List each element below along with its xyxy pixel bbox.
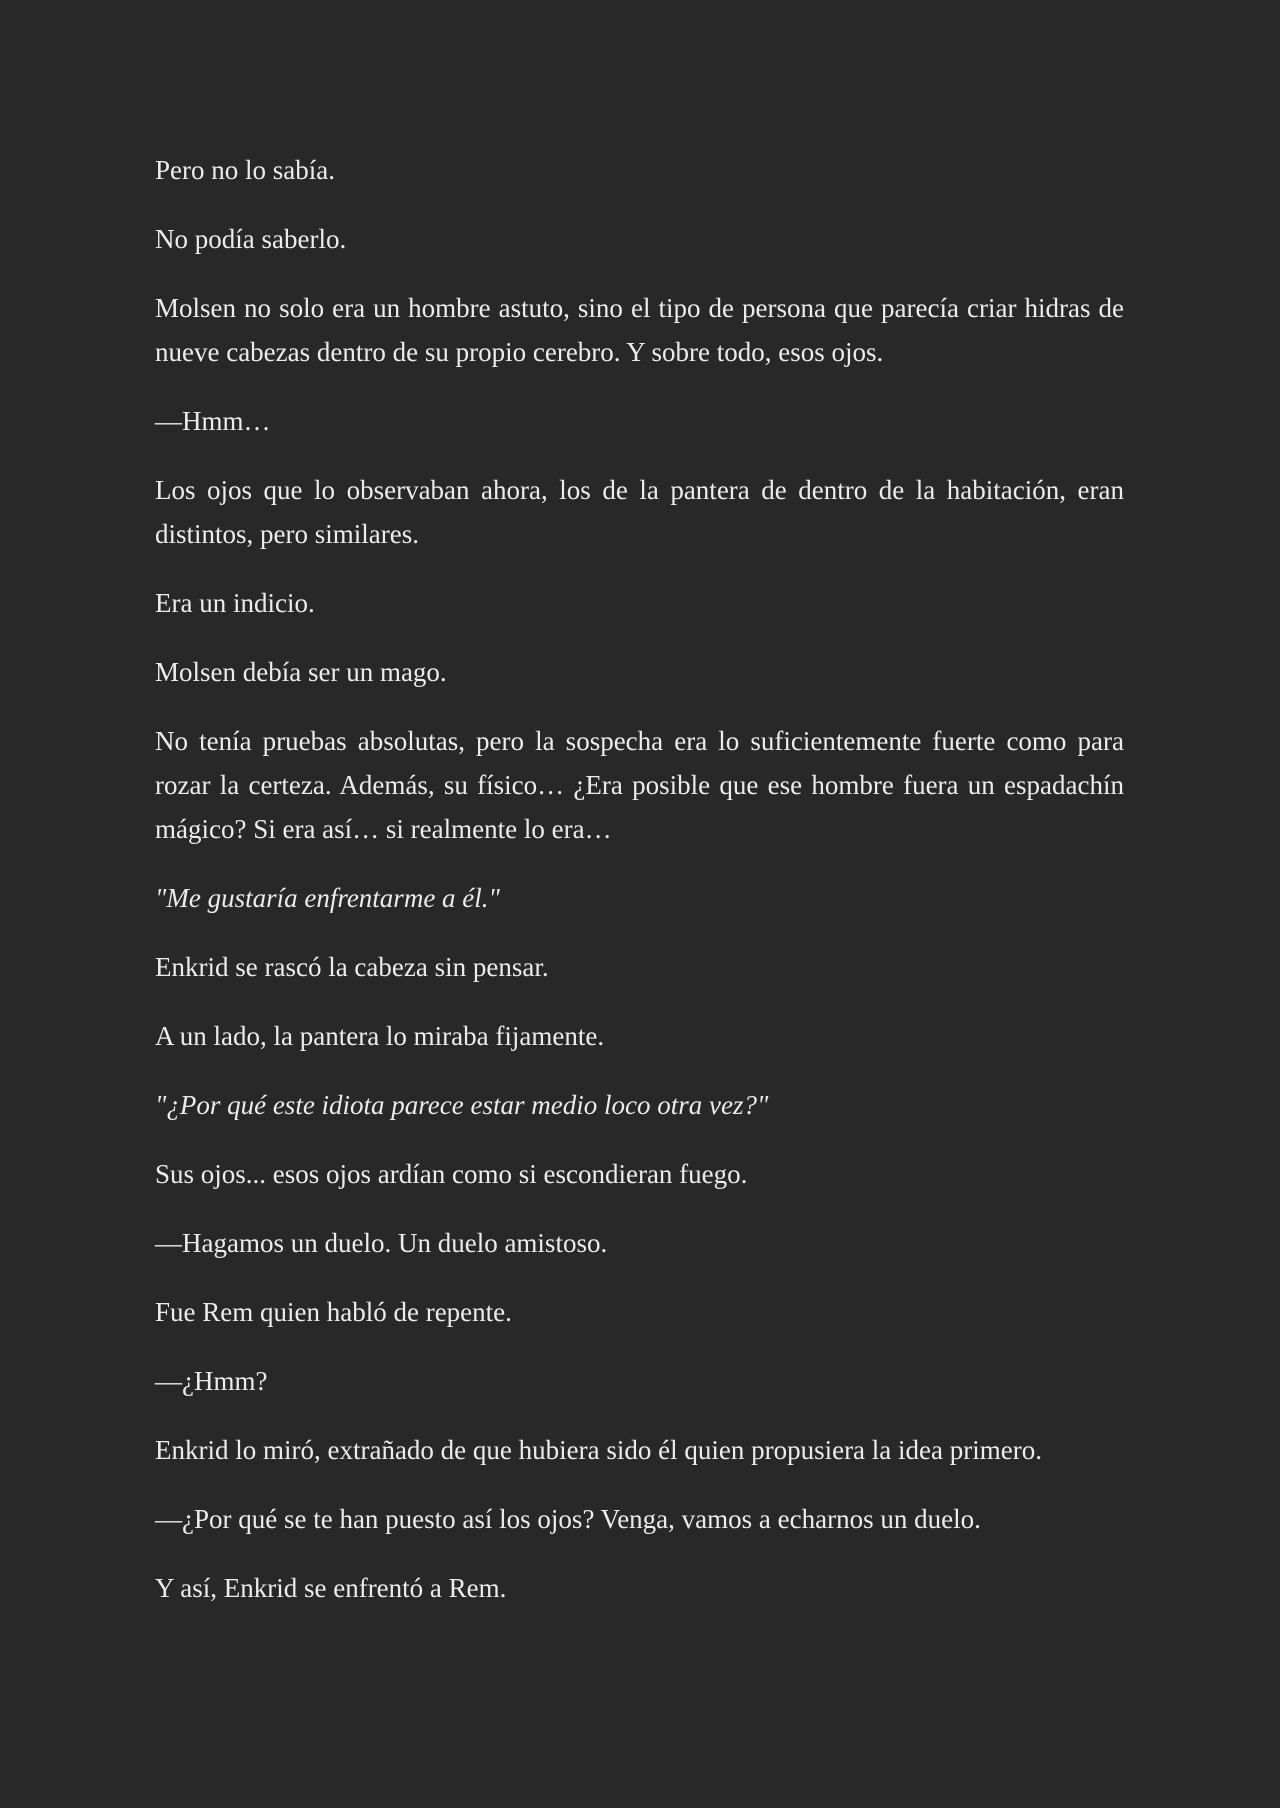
paragraph-4: —Hmm… <box>155 406 271 436</box>
paragraph-16: —¿Hmm? <box>155 1366 268 1396</box>
paragraph-10: Enkrid se rascó la cabeza sin pensar. <box>155 952 549 982</box>
paragraph-9-thought: "Me gustaría enfrentarme a él." <box>155 883 500 913</box>
paragraph-19: Y así, Enkrid se enfrentó a Rem. <box>155 1573 507 1603</box>
paragraph-13: Sus ojos... esos ojos ardían como si escondieran fuego. <box>155 1159 748 1189</box>
paragraph-5: Los ojos que lo observaban ahora, los de la pantera de dentro de la habitación, eran distintos, pero similares. <box>155 475 1124 549</box>
chapter-text <box>155 148 1124 1635</box>
paragraph-11: A un lado, la pantera lo miraba fijamente. <box>155 1021 605 1051</box>
paragraph-18: —¿Por qué se te han puesto así los ojos? Venga, vamos a echarnos un duelo. <box>155 1504 981 1534</box>
paragraph-6: Era un indicio. <box>155 588 315 618</box>
paragraph-17: Enkrid lo miró, extrañado de que hubiera sido él quien propusiera la idea primero. <box>155 1435 1042 1465</box>
paragraph-12-thought: "¿Por qué este idiota parece estar medio loco otra vez?" <box>155 1090 769 1120</box>
paragraph-8: No tenía pruebas absolutas, pero la sospecha era lo suficientemente fuerte como para rozar la certeza. Además, su físico… ¿Era posible que ese hombre fuera un espadachín mágico? Si era así… si realmente lo era… <box>155 726 1124 844</box>
paragraph-14: —Hagamos un duelo. Un duelo amistoso. <box>155 1228 608 1258</box>
paragraph-7: Molsen debía ser un mago. <box>155 657 447 687</box>
paragraph-15: Fue Rem quien habló de repente. <box>155 1297 512 1327</box>
paragraph-2: No podía saberlo. <box>155 224 347 254</box>
paragraph-1: Pero no lo sabía. <box>155 155 335 185</box>
paragraph-3: Molsen no solo era un hombre astuto, sino el tipo de persona que parecía criar hidras de nueve cabezas dentro de su propio cerebro. Y sobre todo, esos ojos. <box>155 293 1124 367</box>
